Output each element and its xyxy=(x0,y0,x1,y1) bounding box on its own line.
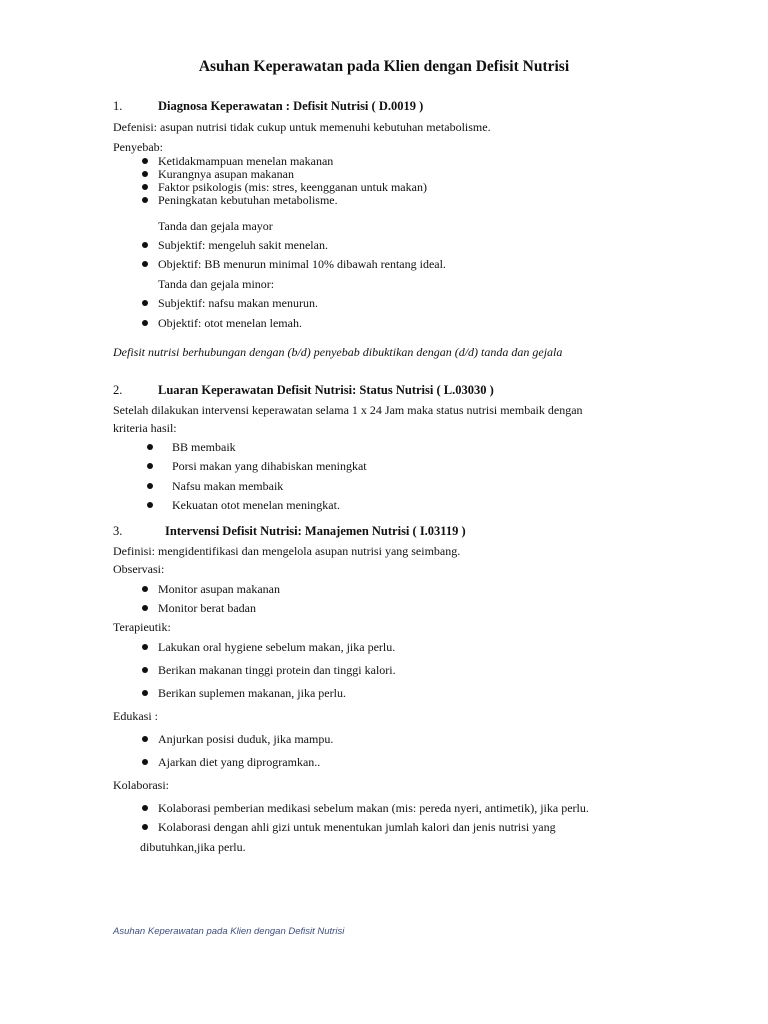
edukasi-item: Ajarkan diet yang diprogramkan.. xyxy=(158,755,321,769)
bullet-icon xyxy=(147,444,153,450)
penyebab-item: Faktor psikologis (mis: stres, keengganan untuk makan) xyxy=(158,180,427,194)
terapeutik-item: Lakukan oral hygiene sebelum makan, jika perlu. xyxy=(158,640,396,654)
mayor-item: Subjektif: mengeluh sakit menelan. xyxy=(158,238,328,252)
bullet-icon xyxy=(147,463,153,469)
bullet-icon xyxy=(147,483,153,489)
observasi-label: Observasi: xyxy=(113,562,165,576)
kolaborasi-item: Kolaborasi pemberian medikasi sebelum makan (mis: pereda nyeri, antimetik), jika perlu. xyxy=(158,801,589,815)
bullet-icon xyxy=(142,300,148,306)
bullet-icon xyxy=(142,805,148,811)
bullet-icon xyxy=(142,171,148,177)
bullet-icon xyxy=(142,586,148,592)
bullet-icon xyxy=(142,667,148,673)
observasi-item: Monitor berat badan xyxy=(158,601,256,615)
bullet-icon xyxy=(147,502,153,508)
diagnosis-statement: Defisit nutrisi berhubungan dengan (b/d) penyebab dibuktikan dengan (d/d) tanda dan gejala xyxy=(113,345,563,359)
bullet-icon xyxy=(142,261,148,267)
section-3-number: 3. xyxy=(113,524,123,538)
s1-definition: Defenisi: asupan nutrisi tidak cukup untuk memenuhi kebutuhan metabolisme. xyxy=(113,120,491,134)
page-footer: Asuhan Keperawatan pada Klien dengan Defisit Nutrisi xyxy=(113,926,345,937)
bullet-icon xyxy=(142,242,148,248)
terapeutik-item: Berikan suplemen makanan, jika perlu. xyxy=(158,686,346,700)
kriteria-item: Nafsu makan membaik xyxy=(172,479,284,493)
terapeutik-label: Terapieutik: xyxy=(113,620,171,634)
kolaborasi-item: Kolaborasi dengan ahli gizi untuk menentukan jumlah kalori dan jenis nutrisi yang xyxy=(158,820,556,834)
minor-item: Objektif: otot menelan lemah. xyxy=(158,316,302,330)
kriteria-item: BB membaik xyxy=(172,440,236,454)
section-1-heading: Diagnosa Keperawatan : Defisit Nutrisi ( D.0019 ) xyxy=(158,99,424,113)
minor-item: Subjektif: nafsu makan menurun. xyxy=(158,296,318,310)
minor-label: Tanda dan gejala minor: xyxy=(158,277,275,291)
section-3-heading: Intervensi Defisit Nutrisi: Manajemen Nutrisi ( I.03119 ) xyxy=(165,524,466,538)
penyebab-item: Ketidakmampuan menelan makanan xyxy=(158,154,334,168)
penyebab-item: Kurangnya asupan makanan xyxy=(158,167,294,181)
s2-intro-line-1: Setelah dilakukan intervensi keperawatan selama 1 x 24 Jam maka status nutrisi membaik dengan xyxy=(113,403,583,417)
mayor-item: Objektif: BB menurun minimal 10% dibawah rentang ideal. xyxy=(158,257,446,271)
kolaborasi-label: Kolaborasi: xyxy=(113,778,169,792)
mayor-label: Tanda dan gejala mayor xyxy=(158,219,273,233)
bullet-icon xyxy=(142,736,148,742)
document-title: Asuhan Keperawatan pada Klien dengan Defisit Nutrisi xyxy=(198,58,570,75)
observasi-item: Monitor asupan makanan xyxy=(158,582,280,596)
s2-intro-line-2: kriteria hasil: xyxy=(113,421,177,435)
section-2-heading: Luaran Keperawatan Defisit Nutrisi: Status Nutrisi ( L.03030 ) xyxy=(158,383,494,397)
s3-definition: Definisi: mengidentifikasi dan mengelola asupan nutrisi yang seimbang. xyxy=(113,544,461,558)
edukasi-label: Edukasi : xyxy=(113,709,158,723)
bullet-icon xyxy=(142,605,148,611)
bullet-icon xyxy=(142,644,148,650)
terapeutik-item: Berikan makanan tinggi protein dan tinggi kalori. xyxy=(158,663,396,677)
kriteria-item: Porsi makan yang dihabiskan meningkat xyxy=(172,459,367,473)
kriteria-item: Kekuatan otot menelan meningkat. xyxy=(172,498,340,512)
bullet-icon xyxy=(142,197,148,203)
section-1-number: 1. xyxy=(113,99,123,113)
bullet-icon xyxy=(142,824,148,830)
penyebab-item: Peningkatan kebutuhan metabolisme. xyxy=(158,193,338,207)
penyebab-label: Penyebab: xyxy=(113,140,163,154)
section-2-number: 2. xyxy=(113,383,123,397)
bullet-icon xyxy=(142,690,148,696)
bullet-icon xyxy=(142,320,148,326)
bullet-icon xyxy=(142,158,148,164)
edukasi-item: Anjurkan posisi duduk, jika mampu. xyxy=(158,732,334,746)
kolaborasi-item-continued: dibutuhkan,jika perlu. xyxy=(140,840,246,854)
bullet-icon xyxy=(142,184,148,190)
bullet-icon xyxy=(142,759,148,765)
